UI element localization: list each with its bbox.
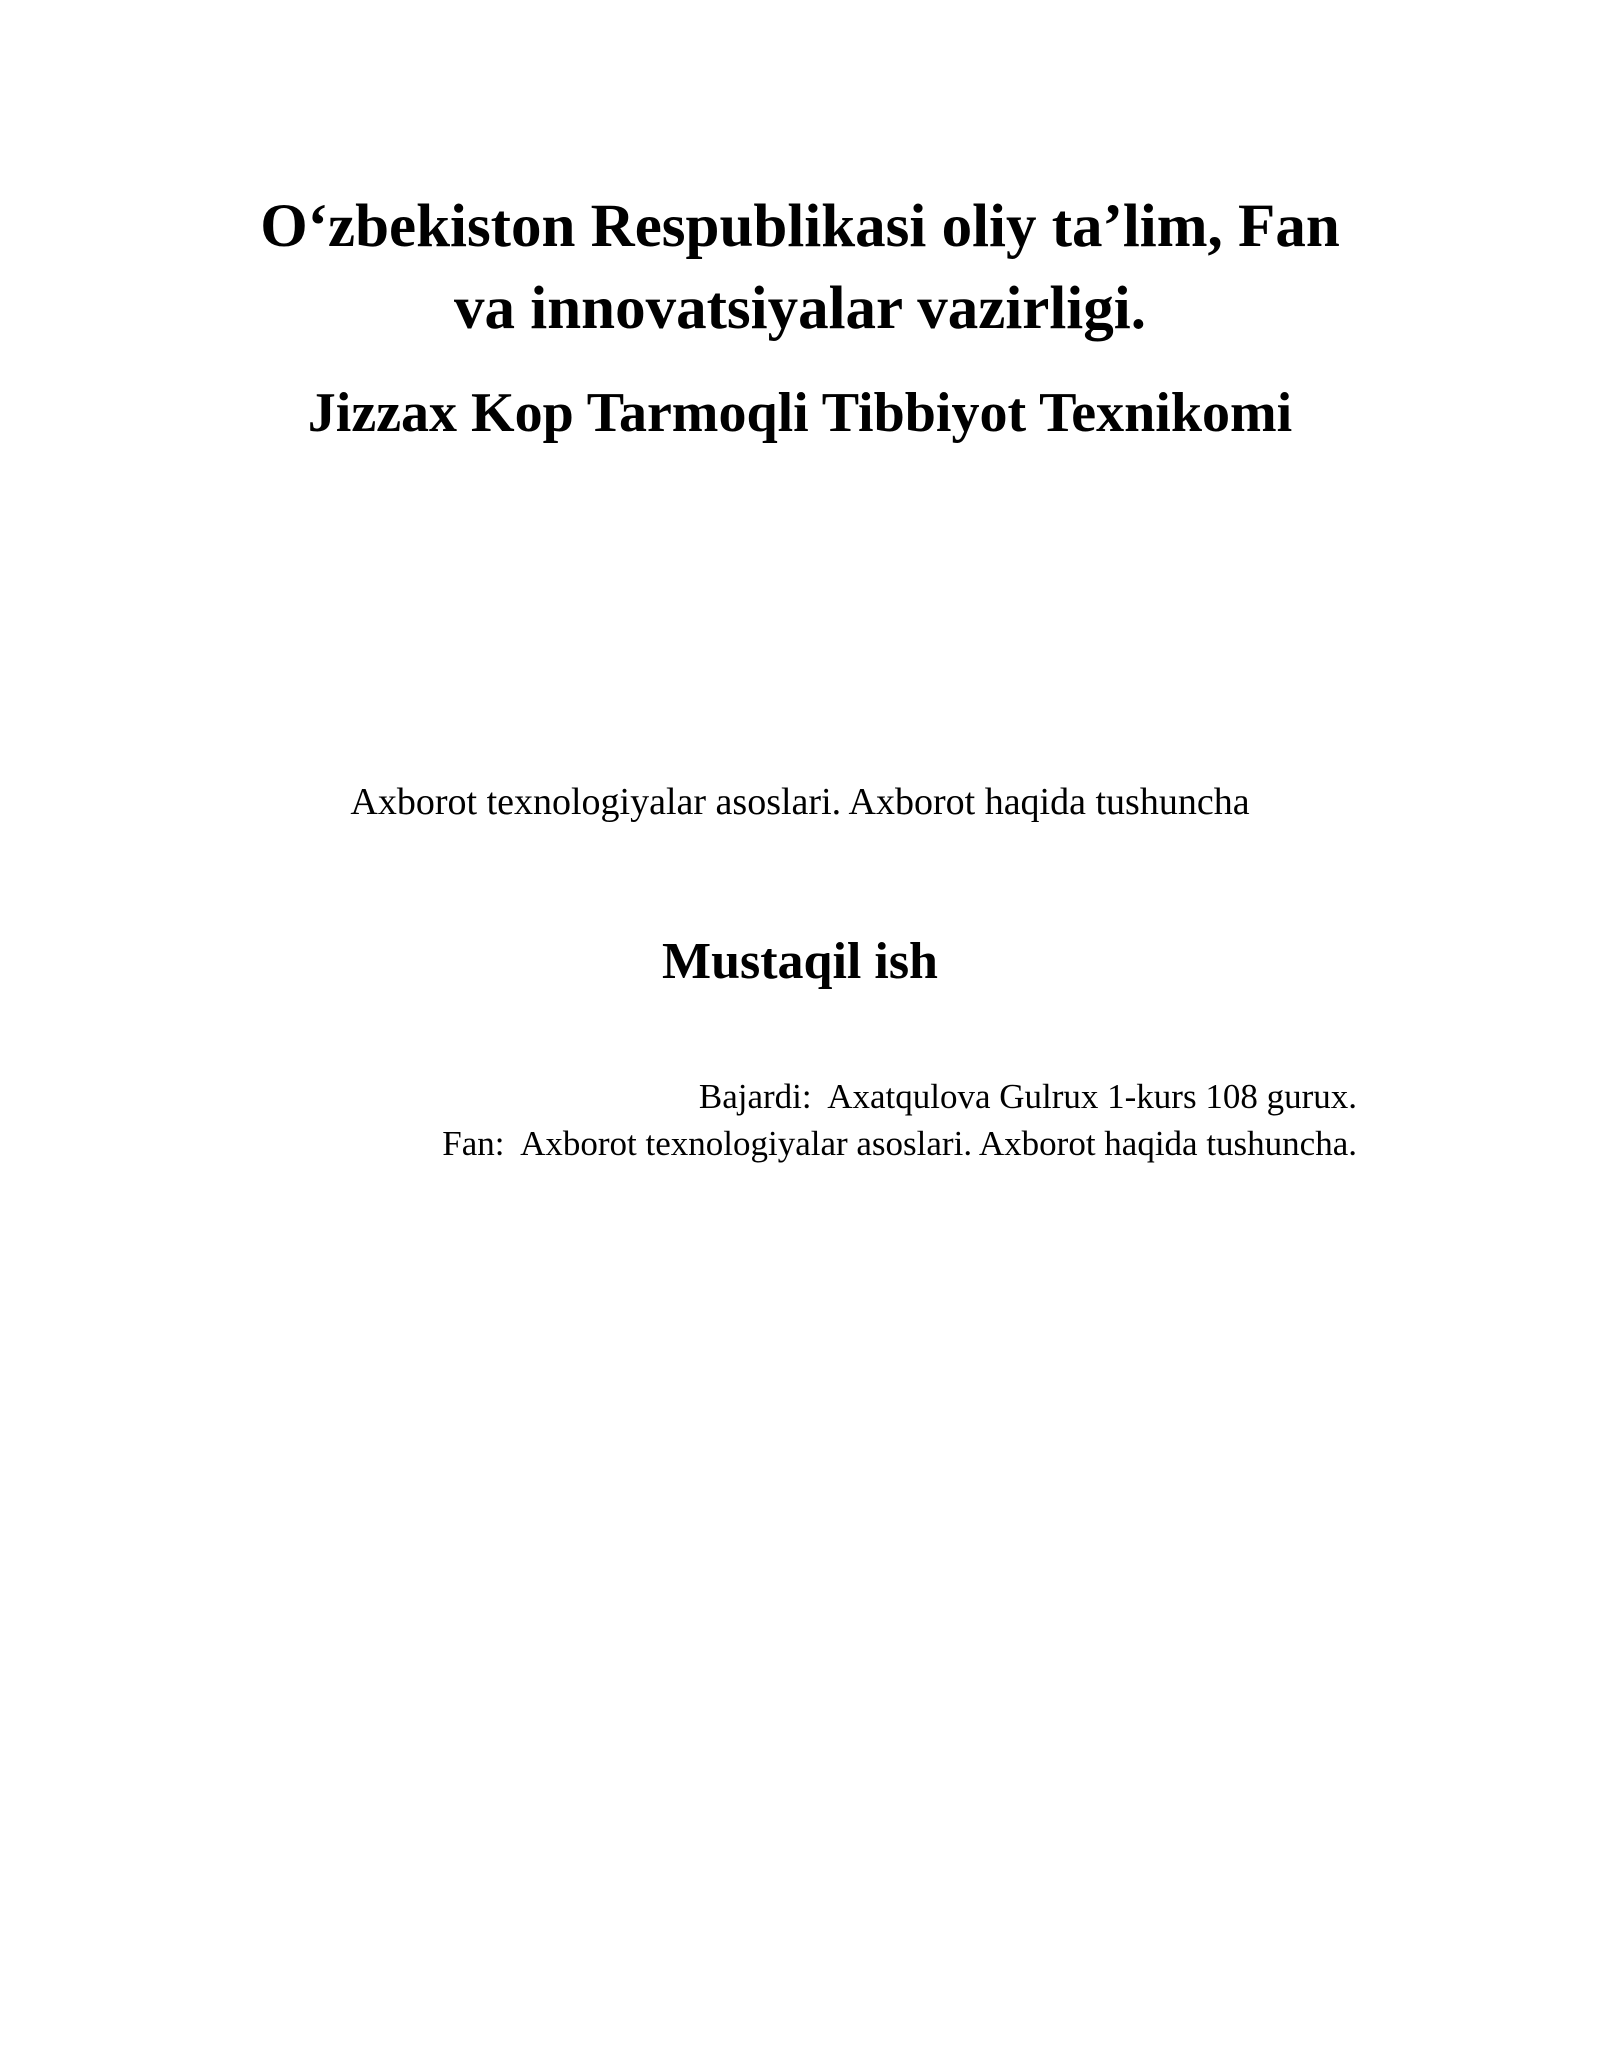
ministry-heading-line-2: va innovatsiyalar vazirligi. (454, 275, 1146, 342)
author-info-block (442, 1073, 1357, 1167)
topic-title: Axborot texnologiyalar asoslari. Axborot haqida tushuncha (350, 781, 1250, 823)
ministry-heading (0, 186, 1600, 350)
ministry-heading-line-1: O‘zbekiston Respublikasi oliy ta’lim, Fan (260, 193, 1340, 260)
college-name: Jizzax Kop Tarmoqli Tibbiyot Texnikomi (307, 382, 1293, 444)
work-type-title: Mustaqil ish (662, 933, 938, 990)
performed-by-line: Bajardi: Axatqulova Gulrux 1-kurs 108 gurux. (698, 1077, 1357, 1116)
subject-line: Fan: Axborot texnologiyalar asoslari. Axborot haqida tushuncha. (442, 1124, 1357, 1163)
